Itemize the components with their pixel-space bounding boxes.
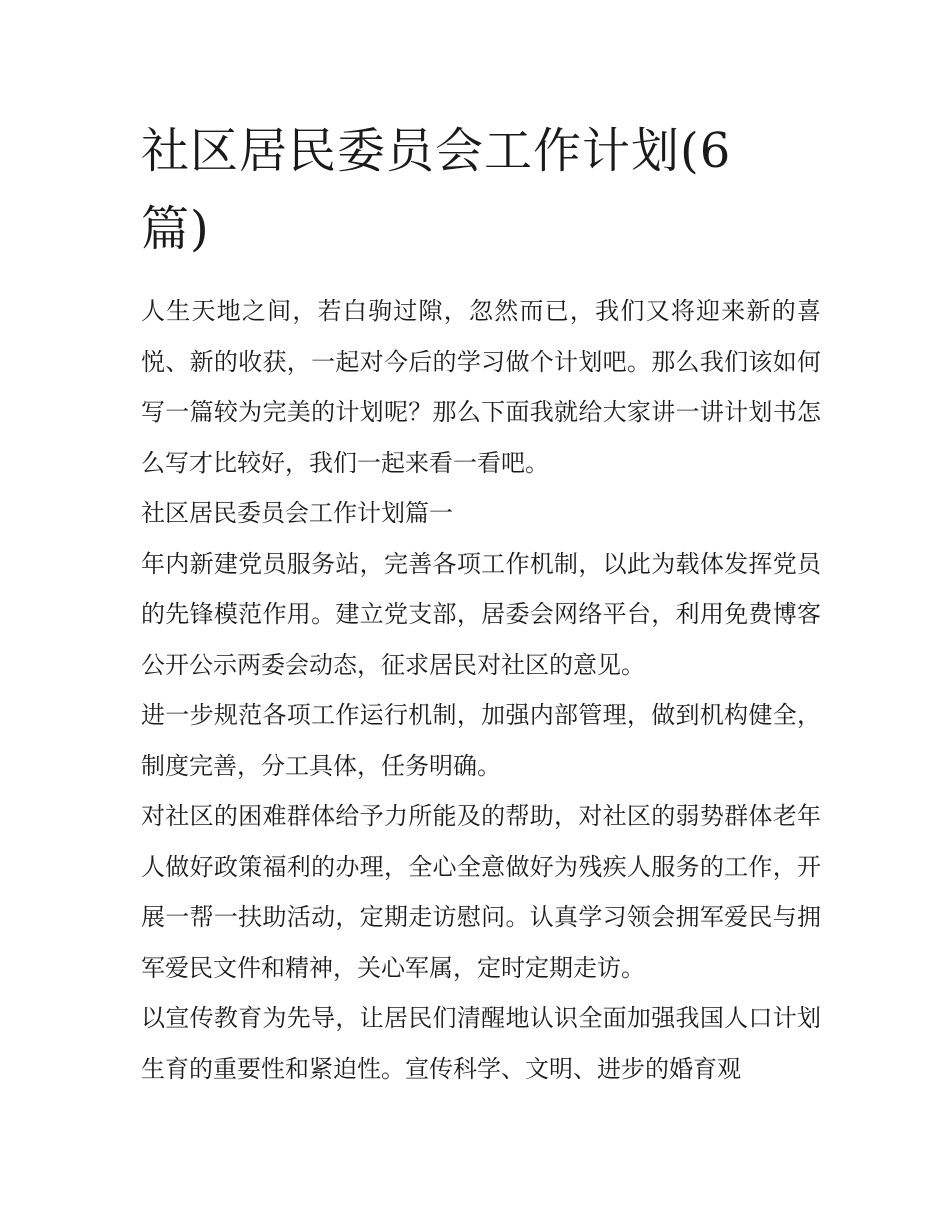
document-page bbox=[141, 112, 821, 1094]
body-paragraph: 对社区的困难群体给予力所能及的帮助，对社区的弱势群体老年人做好政策福利的办理，全心全意做好为残疾人服务的工作，开展一帮一扶助活动，定期走访慰问。认真学习领会拥军爱民与拥军爱民文件和精神，关心军属，定时定期走访。 bbox=[141, 802, 821, 982]
document-body bbox=[141, 286, 821, 1094]
document-title: 社区居民委员会工作计划(6篇) bbox=[141, 123, 732, 257]
section-heading: 社区居民委员会工作计划篇一 bbox=[141, 499, 453, 527]
intro-paragraph: 人生天地之间，若白驹过隙，忽然而已，我们又将迎来新的喜悦、新的收获，一起对今后的学习做个计划吧。那么我们该如何写一篇较为完美的计划呢？那么下面我就给大家讲一讲计划书怎么写才比较好，我们一起来看一看吧。 bbox=[141, 297, 821, 477]
body-paragraph: 以宣传教育为先导，让居民们清醒地认识全面加强我国人口计划生育的重要性和紧迫性。宣传科学、文明、进步的婚育观 bbox=[141, 1004, 821, 1083]
body-paragraph: 进一步规范各项工作运行机制，加强内部管理，做到机构健全，制度完善，分工具体，任务明确。 bbox=[141, 701, 821, 780]
body-paragraph: 年内新建党员服务站，完善各项工作机制，以此为载体发挥党员的先锋模范作用。建立党支部，居委会网络平台，利用免费博客公开公示两委会动态，征求居民对社区的意见。 bbox=[141, 549, 821, 679]
